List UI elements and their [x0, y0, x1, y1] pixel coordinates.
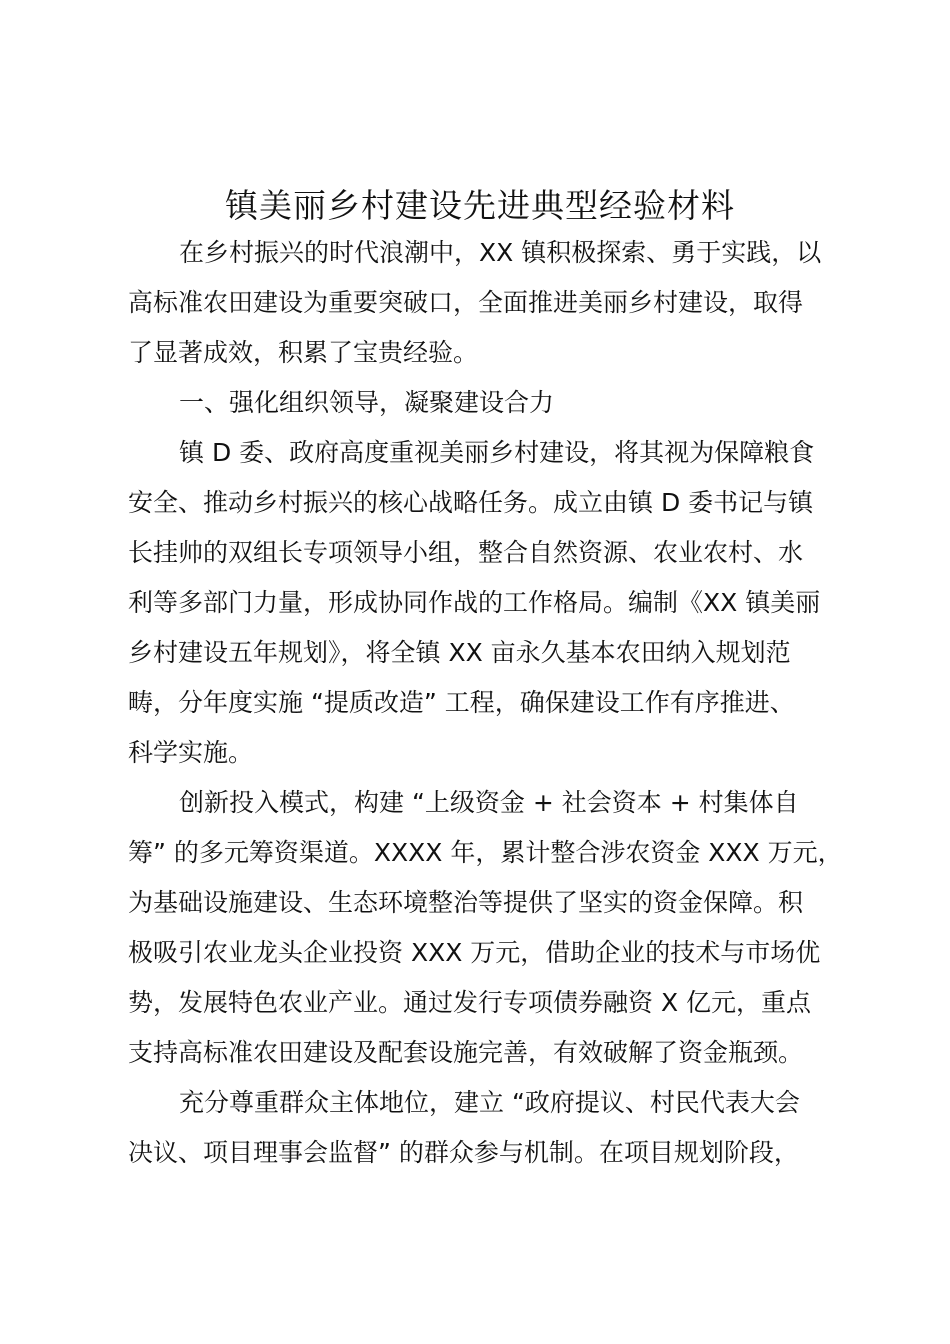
para2-line-2: 筹” 的多元筹资渠道。XXXX 年，累计整合涉农资金 XXX 万元，	[128, 838, 843, 867]
para1-line-6: 畴，分年度实施 “提质改造” 工程，确保建设工作有序推进、	[128, 688, 795, 717]
intro-line-2: 高标准农田建设为重要突破口，全面推进美丽乡村建设，取得	[128, 288, 804, 317]
para2-line-3: 为基础设施建设、生态环境整治等提供了坚实的资金保障。积	[128, 888, 804, 917]
para1-line-3: 长挂帅的双组长专项领导小组，整合自然资源、农业农村、水	[128, 538, 804, 567]
document-title: 镇美丽乡村建设先进典型经验材料	[225, 186, 735, 225]
para2-line-5: 势，发展特色农业产业。通过发行专项债券融资 X 亿元，重点	[128, 988, 812, 1017]
intro-line-3: 了显著成效，积累了宝贵经验。	[128, 338, 479, 367]
para2-line-6: 支持高标准农田建设及配套设施完善，有效破解了资金瓶颈。	[128, 1038, 804, 1067]
para1-line-1: 镇 D 委、政府高度重视美丽乡村建设，将其视为保障粮食	[179, 438, 815, 467]
intro-line-1: 在乡村振兴的时代浪潮中，XX 镇积极探索、勇于实践，以	[179, 238, 822, 267]
para3-line-2: 决议、项目理事会监督” 的群众参与机制。在项目规划阶段，	[128, 1138, 799, 1167]
para2-line-4: 极吸引农业龙头企业投资 XXX 万元，借助企业的技术与市场优	[128, 938, 821, 967]
para3-line-1: 充分尊重群众主体地位，建立 “政府提议、村民代表大会	[179, 1088, 800, 1117]
para2-line-1: 创新投入模式，构建 “上级资金 + 社会资本 + 村集体自	[179, 788, 799, 817]
para1-line-7: 科学实施。	[128, 738, 254, 767]
section-heading: 一、强化组织领导，凝聚建设合力	[179, 388, 555, 417]
para1-line-2: 安全、推动乡村振兴的核心战略任务。成立由镇 D 委书记与镇	[128, 488, 814, 517]
para1-line-4: 利等多部门力量，形成协同作战的工作格局。编制《XX 镇美丽	[128, 588, 821, 617]
para1-line-5: 乡村建设五年规划》，将全镇 XX 亩永久基本农田纳入规划范	[128, 638, 791, 667]
